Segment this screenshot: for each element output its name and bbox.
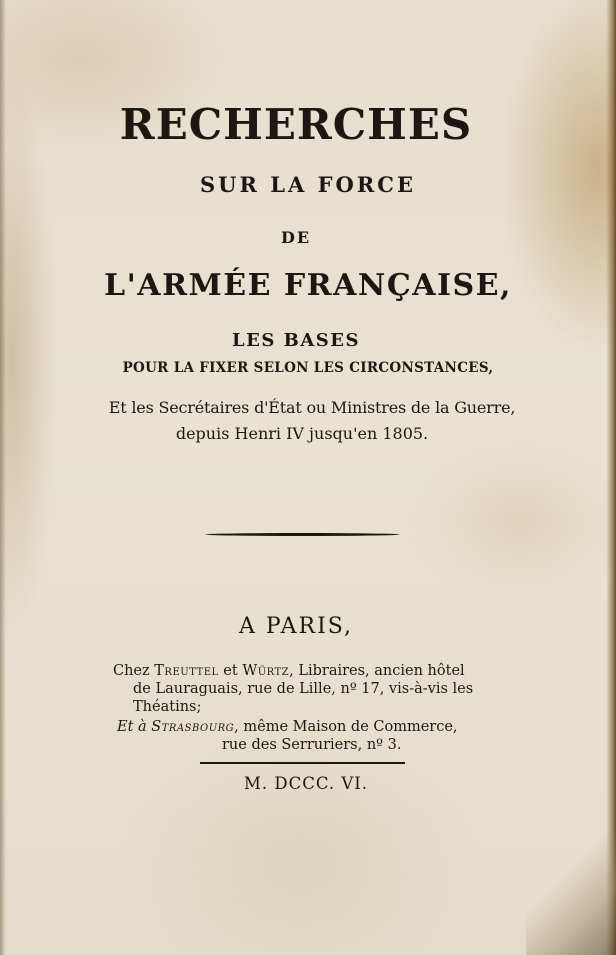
- imprint-line-1-pre: Chez: [113, 663, 155, 679]
- title-line-secretaires: Et les Secrétaires d'État ou Ministres de la Guerre,: [108, 398, 516, 417]
- title-line-depuis: depuis Henri IV jusqu'en 1805.: [175, 424, 429, 443]
- imprint-strasbourg: Strasbourg: [151, 719, 235, 735]
- imprint-rule: [200, 762, 405, 764]
- publisher-wurtz: Würtz: [242, 663, 290, 679]
- title-line-sur-la-force: SUR LA FORCE: [200, 172, 416, 197]
- publisher-treuttel: Treuttel: [154, 663, 219, 679]
- imprint-line-1-post: , Libraires, ancien hôtel: [289, 663, 465, 679]
- publication-date: M. DCCC. VI.: [243, 774, 369, 793]
- imprint-line-4-pre: Et à: [117, 719, 152, 735]
- imprint-line-4: [117, 719, 497, 735]
- imprint-line-3: Théatins;: [133, 699, 202, 715]
- imprint-line-1-mid: et: [218, 663, 243, 679]
- book-title: RECHERCHES: [119, 100, 473, 149]
- title-line-fixer: POUR LA FIXER SELON LES CIRCONSTANCES,: [122, 360, 494, 376]
- imprint-line-4-post: , même Maison de Commerce,: [234, 719, 458, 735]
- imprint-line-5: rue des Serruriers, nº 3.: [222, 737, 402, 753]
- imprint-line-1: [113, 663, 493, 679]
- worn-corner: [526, 805, 616, 955]
- title-line-de: DE: [280, 228, 312, 247]
- imprint-line-2: de Lauraguais, rue de Lille, nº 17, vis-à-vis les: [133, 681, 474, 697]
- title-line-armee: L'ARMÉE FRANÇAISE,: [104, 268, 512, 303]
- imprint-city: A PARIS,: [238, 614, 354, 639]
- ornamental-rule: [205, 533, 400, 536]
- title-line-bases: LES BASES: [231, 330, 361, 351]
